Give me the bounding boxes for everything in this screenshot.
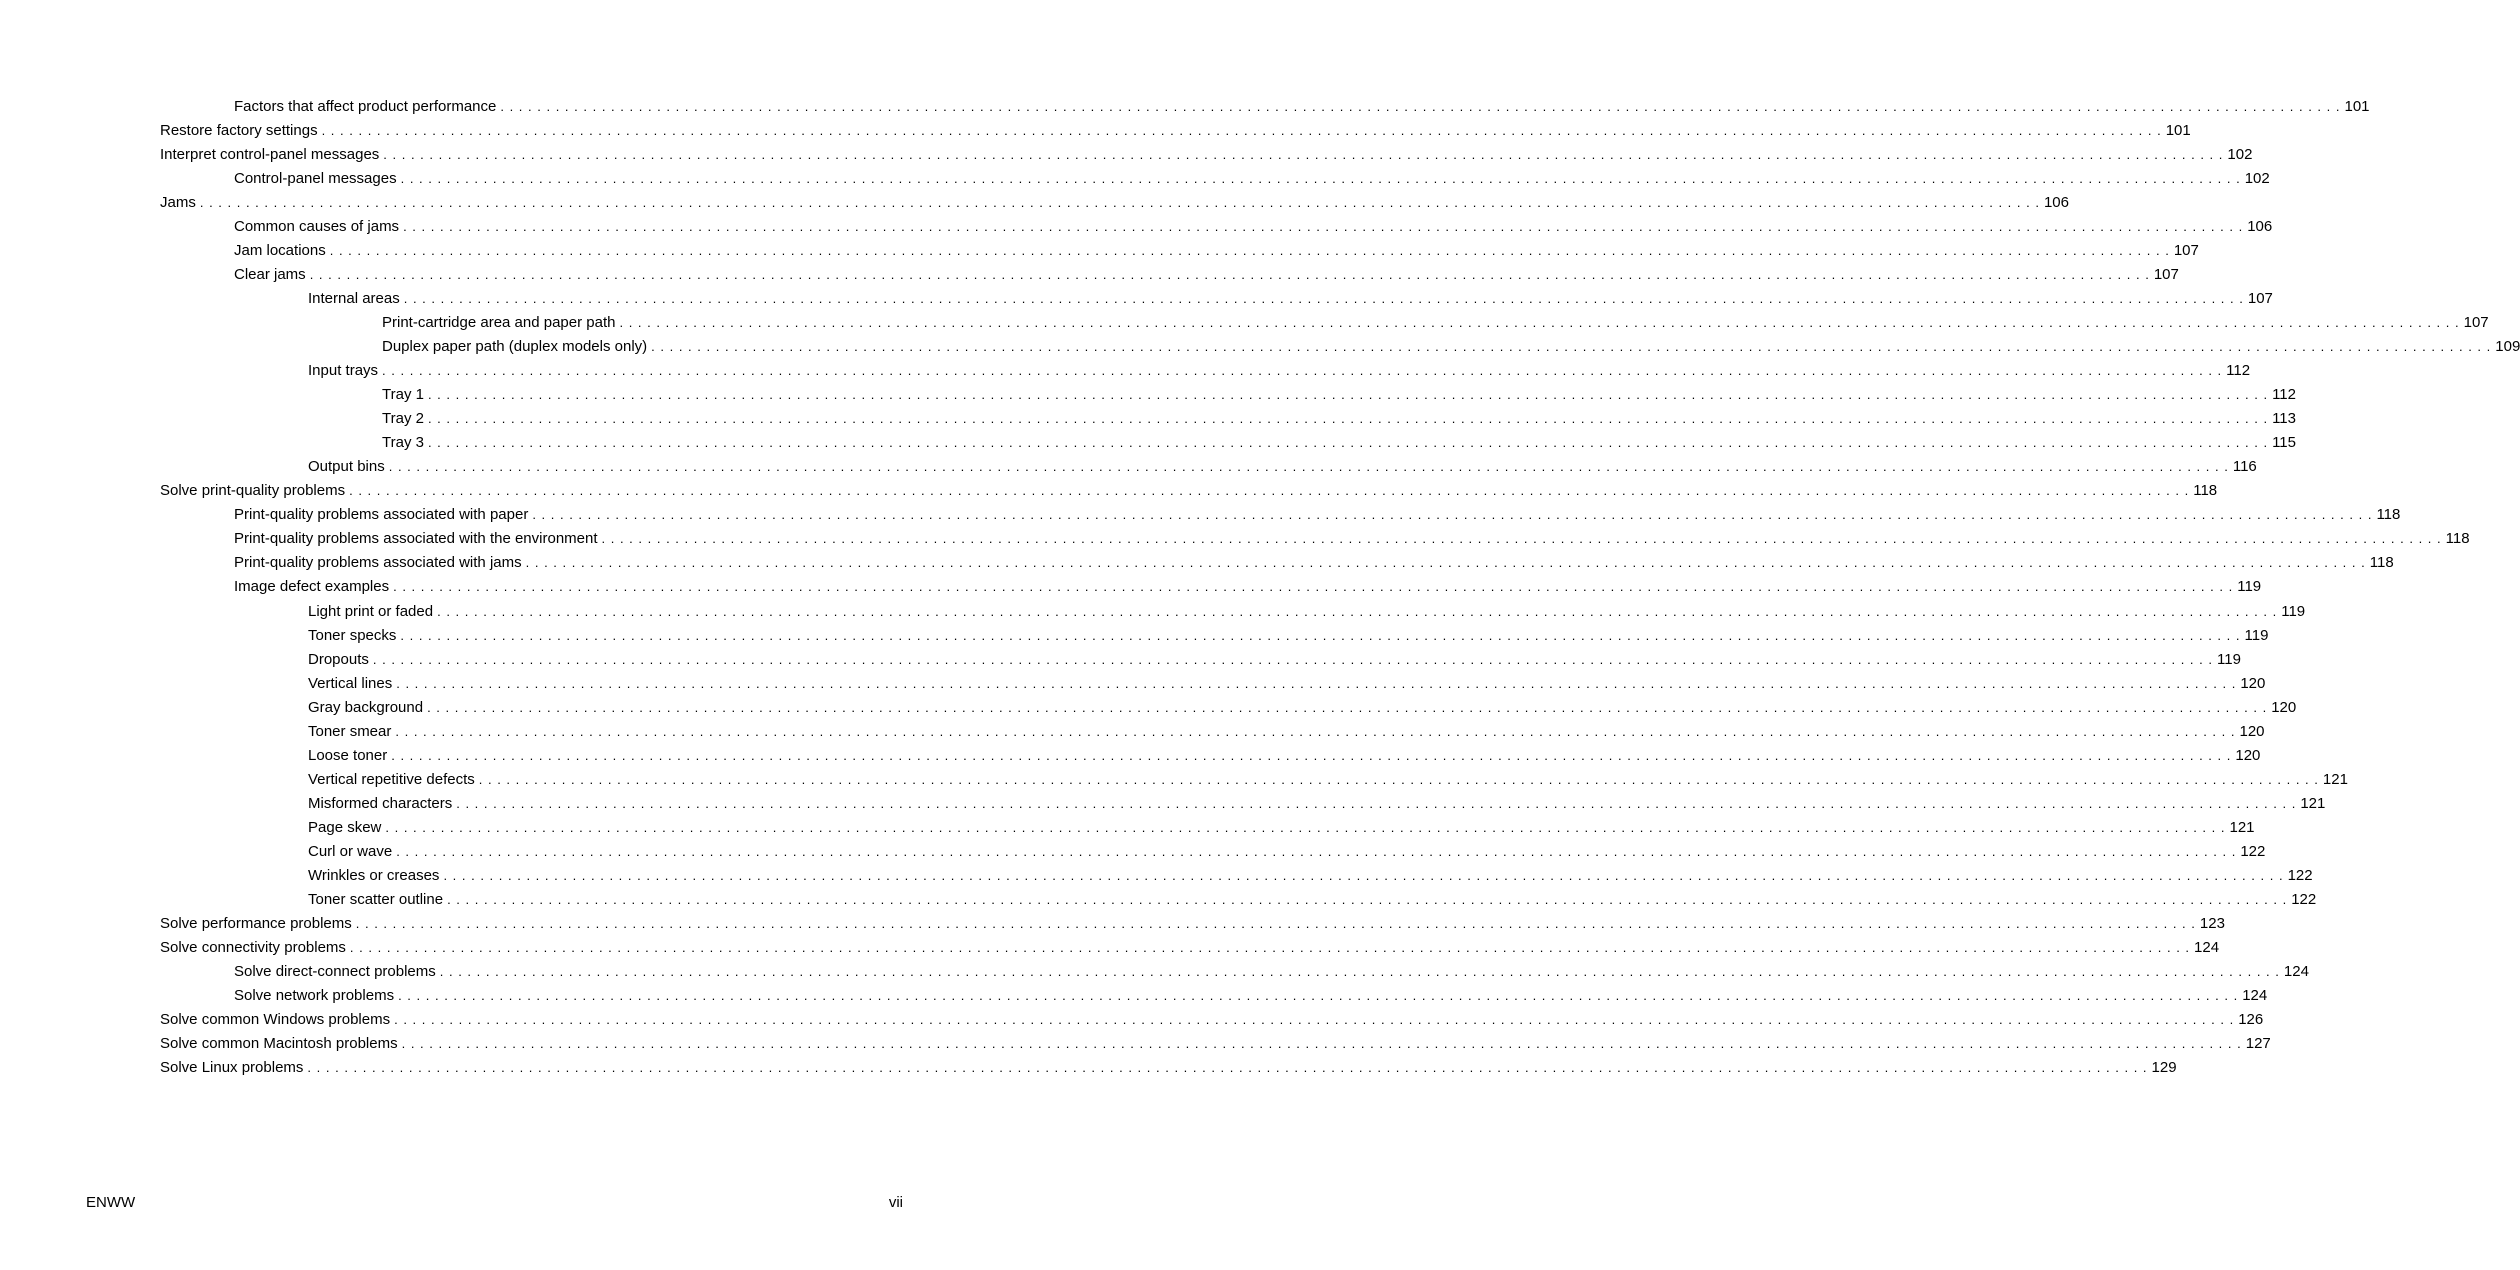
toc-entry-page: 116	[2232, 458, 2257, 476]
toc-entry[interactable]	[0, 334, 2520, 358]
toc-dot-leader: . . . . . . . . . . . . . . . . . . . . . . . . . . . . . . . . . . . . . . . . . . . . . . . . . . . . . . . . . . . . . . . . . . . . . . . . . . . . . . . . . . . . . . . . . . . . . . . . . . . . . . . . . . . . . . . . . . . . . . . . . . . . . . . . . . . . . . . . . . . . . . . . . . . . . . . . . . . . . . . . . . . . . . . . . . . . . . . . . . . . . . . . . . . . . . . . . . . . . . . .	[329, 242, 2170, 258]
toc-entry-page: 121	[2229, 818, 2255, 836]
toc-entry-page: 115	[2272, 434, 2296, 452]
toc-entry-title: Restore factory settings	[160, 121, 318, 139]
toc-entry[interactable]	[0, 383, 2296, 407]
toc-dot-leader: . . . . . . . . . . . . . . . . . . . . . . . . . . . . . . . . . . . . . . . . . . . . . . . . . . . . . . . . . . . . . . . . . . . . . . . . . . . . . . . . . . . . . . . . . . . . . . . . . . . . . . . . . . . . . . . . . . . . . . . . . . . . . . . . . . . . . . . . . . . . . . . . . . . . . . . . . . . . . . . . . . . . . . . . . . . . . . . . . . . . . . . . . . . . . . . . . . . . . . . .	[427, 699, 2268, 715]
toc-entry[interactable]	[0, 527, 2470, 551]
toc-entry[interactable]	[0, 888, 2317, 912]
toc-dot-leader: . . . . . . . . . . . . . . . . . . . . . . . . . . . . . . . . . . . . . . . . . . . . . . . . . . . . . . . . . . . . . . . . . . . . . . . . . . . . . . . . . . . . . . . . . . . . . . . . . . . . . . . . . . . . . . . . . . . . . . . . . . . . . . . . . . . . . . . . . . . . . . . . . . . . . . . . . . . . . . . . . . . . . . . . . . . . . . . . . . . . . . . . . . . . . . . . . . . . . . . .	[478, 771, 2319, 787]
toc-dot-leader: . . . . . . . . . . . . . . . . . . . . . . . . . . . . . . . . . . . . . . . . . . . . . . . . . . . . . . . . . . . . . . . . . . . . . . . . . . . . . . . . . . . . . . . . . . . . . . . . . . . . . . . . . . . . . . . . . . . . . . . . . . . . . . . . . . . . . . . . . . . . . . . . . . . . . . . . . . . . . . . . . . . . . . . . . . . . . . . . . . . . . . . . . . . . . . . . . . . . . . . .	[400, 170, 2241, 186]
toc-entry[interactable]	[0, 815, 2255, 839]
toc-dot-leader: . . . . . . . . . . . . . . . . . . . . . . . . . . . . . . . . . . . . . . . . . . . . . . . . . . . . . . . . . . . . . . . . . . . . . . . . . . . . . . . . . . . . . . . . . . . . . . . . . . . . . . . . . . . . . . . . . . . . . . . . . . . . . . . . . . . . . . . . . . . . . . . . . . . . . . . . . . . . . . . . . . . . . . . . . . . . . . . . . . . . . . . . . . . . . . . . . . . . . . . .	[403, 290, 2244, 306]
toc-entry-title: Toner smear	[308, 722, 392, 740]
toc-entry-page: 118	[2445, 530, 2470, 548]
toc-entry-title: Factors that affect product performance	[234, 97, 497, 115]
toc-entry-page: 102	[2227, 145, 2253, 163]
toc-entry[interactable]	[0, 719, 2265, 743]
toc-entry[interactable]	[0, 479, 2218, 503]
toc-entry-title: Control-panel messages	[234, 169, 397, 187]
toc-entry[interactable]	[0, 142, 2253, 166]
toc-entry-page: 120	[2239, 722, 2265, 740]
toc-entry-title: Interpret control-panel messages	[160, 145, 380, 163]
toc-entry[interactable]	[0, 767, 2348, 791]
toc-entry[interactable]	[0, 190, 2069, 214]
toc-entry-page: 122	[2240, 842, 2266, 860]
toc-entry[interactable]	[0, 839, 2266, 863]
toc-entry[interactable]	[0, 551, 2394, 575]
toc-entry-page: 120	[2235, 746, 2261, 764]
toc-entry-title: Tray 2	[382, 410, 424, 428]
toc-entry-page: 119	[2281, 602, 2306, 620]
toc-entry-page: 127	[2245, 1035, 2271, 1053]
toc-entry[interactable]	[0, 503, 2401, 527]
toc-entry-title: Solve print-quality problems	[160, 482, 346, 500]
toc-dot-leader: . . . . . . . . . . . . . . . . . . . . . . . . . . . . . . . . . . . . . . . . . . . . . . . . . . . . . . . . . . . . . . . . . . . . . . . . . . . . . . . . . . . . . . . . . . . . . . . . . . . . . . . . . . . . . . . . . . . . . . . . . . . . . . . . . . . . . . . . . . . . . . . . . . . . . . . . . . . . . . . . . . . . . . . . . . . . . . . . . . . . . . . . . . . . . . . . . . . . . . . .	[395, 723, 2236, 739]
toc-entry-page: 118	[2369, 554, 2394, 572]
toc-entry-page: 109	[2495, 337, 2520, 355]
toc-dot-leader: . . . . . . . . . . . . . . . . . . . . . . . . . . . . . . . . . . . . . . . . . . . . . . . . . . . . . . . . . . . . . . . . . . . . . . . . . . . . . . . . . . . . . . . . . . . . . . . . . . . . . . . . . . . . . . . . . . . . . . . . . . . . . . . . . . . . . . . . . . . . . . . . . . . . . . . . . . . . . . . . . . . . . . . . . . . . . . . . . . . . . . . . . . . . . . . . . . . . . . . .	[427, 411, 2269, 427]
toc-entry[interactable]	[0, 936, 2220, 960]
toc-dot-leader: . . . . . . . . . . . . . . . . . . . . . . . . . . . . . . . . . . . . . . . . . . . . . . . . . . . . . . . . . . . . . . . . . . . . . . . . . . . . . . . . . . . . . . . . . . . . . . . . . . . . . . . . . . . . . . . . . . . . . . . . . . . . . . . . . . . . . . . . . . . . . . . . . . . . . . . . . . . . . . . . . . . . . . . . . . . . . . . . . . . . . . . . . . . . . . . . . . . . . . . .	[437, 603, 2278, 619]
toc-entry-title: Output bins	[308, 458, 385, 476]
toc-dot-leader: . . . . . . . . . . . . . . . . . . . . . . . . . . . . . . . . . . . . . . . . . . . . . . . . . . . . . . . . . . . . . . . . . . . . . . . . . . . . . . . . . . . . . . . . . . . . . . . . . . . . . . . . . . . . . . . . . . . . . . . . . . . . . . . . . . . . . . . . . . . . . . . . . . . . . . . . . . . . . . . . . . . . . . . . . . . . . . . . . . . . . . . . . . . . . . . . . . . . . . . .	[525, 555, 2366, 571]
toc-entry-page: 126	[2238, 1011, 2264, 1029]
toc-entry-page: 121	[2322, 770, 2348, 788]
toc-entry-page: 107	[2247, 289, 2273, 307]
toc-dot-leader: . . . . . . . . . . . . . . . . . . . . . . . . . . . . . . . . . . . . . . . . . . . . . . . . . . . . . . . . . . . . . . . . . . . . . . . . . . . . . . . . . . . . . . . . . . . . . . . . . . . . . . . . . . . . . . . . . . . . . . . . . . . . . . . . . . . . . . . . . . . . . . . . . . . . . . . . . . . . . . . . . . . . . . . . . . . . . . . . . . . . . . . . . . . . . . . . . . . . . . . .	[398, 988, 2239, 1004]
toc-entry[interactable]	[0, 647, 2241, 671]
toc-dot-leader: . . . . . . . . . . . . . . . . . . . . . . . . . . . . . . . . . . . . . . . . . . . . . . . . . . . . . . . . . . . . . . . . . . . . . . . . . . . . . . . . . . . . . . . . . . . . . . . . . . . . . . . . . . . . . . . . . . . . . . . . . . . . . . . . . . . . . . . . . . . . . . . . . . . . . . . . . . . . . . . . . . . . . . . . . . . . . . . . . . . . . . . . . . . . . . . . . . . . . . . .	[443, 868, 2284, 884]
toc-entry-page: 129	[2151, 1059, 2177, 1077]
toc-dot-leader: . . . . . . . . . . . . . . . . . . . . . . . . . . . . . . . . . . . . . . . . . . . . . . . . . . . . . . . . . . . . . . . . . . . . . . . . . . . . . . . . . . . . . . . . . . . . . . . . . . . . . . . . . . . . . . . . . . . . . . . . . . . . . . . . . . . . . . . . . . . . . . . . . . . . . . . . . . . . . . . . . . . . . . . . . . . . . . . . . . . . . . . . . . . . . . . . . . . . . . . .	[349, 940, 2191, 956]
toc-entry[interactable]	[0, 864, 2313, 888]
toc-entry[interactable]	[0, 671, 2266, 695]
toc-dot-leader: . . . . . . . . . . . . . . . . . . . . . . . . . . . . . . . . . . . . . . . . . . . . . . . . . . . . . . . . . . . . . . . . . . . . . . . . . . . . . . . . . . . . . . . . . . . . . . . . . . . . . . . . . . . . . . . . . . . . . . . . . . . . . . . . . . . . . . . . . . . . . . . . . . . . . . . . . . . . . . . . . . . . . . . . . . . . . . . . . . . . . . . . . . . . . . . . . . . . . . . .	[349, 483, 2190, 499]
toc-entry-title: Solve Linux problems	[160, 1059, 304, 1077]
toc-dot-leader: . . . . . . . . . . . . . . . . . . . . . . . . . . . . . . . . . . . . . . . . . . . . . . . . . . . . . . . . . . . . . . . . . . . . . . . . . . . . . . . . . . . . . . . . . . . . . . . . . . . . . . . . . . . . . . . . . . . . . . . . . . . . . . . . . . . . . . . . . . . . . . . . . . . . . . . . . . . . . . . . . . . . . . . . . . . . . . . . . . . . . . . . . . . . . . . . . . . . . . . .	[439, 964, 2280, 980]
toc-entry-title: Solve connectivity problems	[160, 939, 346, 957]
toc-entry[interactable]	[0, 166, 2270, 190]
toc-dot-leader: . . . . . . . . . . . . . . . . . . . . . . . . . . . . . . . . . . . . . . . . . . . . . . . . . . . . . . . . . . . . . . . . . . . . . . . . . . . . . . . . . . . . . . . . . . . . . . . . . . . . . . . . . . . . . . . . . . . . . . . . . . . . . . . . . . . . . . . . . . . . . . . . . . . . . . . . . . . . . . . . . . . . . . . . . . . . . . . . . . . . . . . . . . . . . . . . . . . . . . . .	[400, 627, 2241, 643]
toc-entry[interactable]	[0, 695, 2297, 719]
toc-entry[interactable]	[0, 575, 2262, 599]
toc-dot-leader: . . . . . . . . . . . . . . . . . . . . . . . . . . . . . . . . . . . . . . . . . . . . . . . . . . . . . . . . . . . . . . . . . . . . . . . . . . . . . . . . . . . . . . . . . . . . . . . . . . . . . . . . . . . . . . . . . . . . . . . . . . . . . . . . . . . . . . . . . . . . . . . . . . . . . . . . . . . . . . . . . . . . . . . . . . . . . . . . . . . . . . . . . . . . . . . . . . . . . . . .	[321, 122, 2162, 138]
toc-dot-leader: . . . . . . . . . . . . . . . . . . . . . . . . . . . . . . . . . . . . . . . . . . . . . . . . . . . . . . . . . . . . . . . . . . . . . . . . . . . . . . . . . . . . . . . . . . . . . . . . . . . . . . . . . . . . . . . . . . . . . . . . . . . . . . . . . . . . . . . . . . . . . . . . . . . . . . . . . . . . . . . . . . . . . . . . . . . . . . . . . . . . . . . . . . . . . . . . . . . . . . . .	[532, 507, 2373, 523]
toc-entry[interactable]	[0, 599, 2306, 623]
toc-entry-page: 119	[2244, 626, 2269, 644]
toc-entry-page: 119	[2237, 578, 2262, 596]
toc-entry[interactable]	[0, 310, 2489, 334]
toc-entry-page: 107	[2153, 265, 2179, 283]
toc-entry-page: 124	[2283, 963, 2309, 981]
toc-entry-title: Solve common Windows problems	[160, 1011, 391, 1029]
toc-entry[interactable]	[0, 118, 2191, 142]
toc-entry-title: Jam locations	[234, 241, 326, 259]
toc-entry-title: Print-quality problems associated with paper	[234, 506, 529, 524]
toc-entry-title: Internal areas	[308, 289, 400, 307]
toc-dot-leader: . . . . . . . . . . . . . . . . . . . . . . . . . . . . . . . . . . . . . . . . . . . . . . . . . . . . . . . . . . . . . . . . . . . . . . . . . . . . . . . . . . . . . . . . . . . . . . . . . . . . . . . . . . . . . . . . . . . . . . . . . . . . . . . . . . . . . . . . . . . . . . . . . . . . . . . . . . . . . . . . . . . . . . . . . . . . . . . . . . . . . . . . . . . . . . . . . . . . . . . .	[427, 435, 2269, 451]
toc-entry-page: 107	[2173, 241, 2199, 259]
toc-entry-title: Print-cartridge area and paper path	[382, 313, 616, 331]
toc-entry-title: Gray background	[308, 698, 424, 716]
toc-dot-leader: . . . . . . . . . . . . . . . . . . . . . . . . . . . . . . . . . . . . . . . . . . . . . . . . . . . . . . . . . . . . . . . . . . . . . . . . . . . . . . . . . . . . . . . . . . . . . . . . . . . . . . . . . . . . . . . . . . . . . . . . . . . . . . . . . . . . . . . . . . . . . . . . . . . . . . . . . . . . . . . . . . . . . . . . . . . . . . . . . . . . . . . . . . . . . . . . . . . . . . . .	[199, 194, 2040, 210]
toc-entry-title: Solve common Macintosh problems	[160, 1035, 398, 1053]
toc-dot-leader: . . . . . . . . . . . . . . . . . . . . . . . . . . . . . . . . . . . . . . . . . . . . . . . . . . . . . . . . . . . . . . . . . . . . . . . . . . . . . . . . . . . . . . . . . . . . . . . . . . . . . . . . . . . . . . . . . . . . . . . . . . . . . . . . . . . . . . . . . . . . . . . . . . . . . . . . . . . . . . . . . . . . . . . . . . . . . . . . . . . . . . . . . . . . . . . . . . . . . . . .	[393, 579, 2234, 595]
toc-entry-page: 107	[2463, 313, 2489, 331]
toc-entry[interactable]	[0, 431, 2296, 455]
toc-entry-title: Image defect examples	[234, 578, 390, 596]
toc-dot-leader: . . . . . . . . . . . . . . . . . . . . . . . . . . . . . . . . . . . . . . . . . . . . . . . . . . . . . . . . . . . . . . . . . . . . . . . . . . . . . . . . . . . . . . . . . . . . . . . . . . . . . . . . . . . . . . . . . . . . . . . . . . . . . . . . . . . . . . . . . . . . . . . . . . . . . . . . . . . . . . . . . . . . . . . . . . . . . . . . . . . . . . . . . . . . . . . . . . . . . . . .	[388, 459, 2229, 475]
toc-entry[interactable]	[0, 960, 2309, 984]
toc-entry-page: 101	[2344, 97, 2370, 115]
toc-dot-leader: . . . . . . . . . . . . . . . . . . . . . . . . . . . . . . . . . . . . . . . . . . . . . . . . . . . . . . . . . . . . . . . . . . . . . . . . . . . . . . . . . . . . . . . . . . . . . . . . . . . . . . . . . . . . . . . . . . . . . . . . . . . . . . . . . . . . . . . . . . . . . . . . . . . . . . . . . . . . . . . . . . . . . . . . . . . . . . . . . . . . . . . . . . . . . . . . . . . . . . . .	[307, 1060, 2148, 1076]
toc-dot-leader: . . . . . . . . . . . . . . . . . . . . . . . . . . . . . . . . . . . . . . . . . . . . . . . . . . . . . . . . . . . . . . . . . . . . . . . . . . . . . . . . . . . . . . . . . . . . . . . . . . . . . . . . . . . . . . . . . . . . . . . . . . . . . . . . . . . . . . . . . . . . . . . . . . . . . . . . . . . . . . . . . . . . . . . . . . . . . . . . . . . . . . . . . . . . . . . . . . . . . . . .	[382, 363, 2223, 379]
toc-entry-title: Jams	[160, 193, 196, 211]
toc-entry-page: 106	[2043, 193, 2069, 211]
toc-dot-leader: . . . . . . . . . . . . . . . . . . . . . . . . . . . . . . . . . . . . . . . . . . . . . . . . . . . . . . . . . . . . . . . . . . . . . . . . . . . . . . . . . . . . . . . . . . . . . . . . . . . . . . . . . . . . . . . . . . . . . . . . . . . . . . . . . . . . . . . . . . . . . . . . . . . . . . . . . . . . . . . . . . . . . . . . . . . . . . . . . . . . . . . . . . . . . . . . . . . . . . . .	[403, 218, 2244, 234]
toc-dot-leader: . . . . . . . . . . . . . . . . . . . . . . . . . . . . . . . . . . . . . . . . . . . . . . . . . . . . . . . . . . . . . . . . . . . . . . . . . . . . . . . . . . . . . . . . . . . . . . . . . . . . . . . . . . . . . . . . . . . . . . . . . . . . . . . . . . . . . . . . . . . . . . . . . . . . . . . . . . . . . . . . . . . . . . . . . . . . . . . . . . . . . . . . . . . . . . . . . . . . . . . .	[427, 387, 2269, 403]
toc-entry-title: Common causes of jams	[234, 217, 400, 235]
toc-entry-page: 120	[2240, 674, 2266, 692]
toc-entry[interactable]	[0, 262, 2179, 286]
table-of-contents	[0, 94, 2520, 1080]
toc-entry-title: Print-quality problems associated with jams	[234, 554, 522, 572]
toc-entry-title: Curl or wave	[308, 842, 393, 860]
toc-entry[interactable]	[0, 407, 2296, 431]
toc-dot-leader: . . . . . . . . . . . . . . . . . . . . . . . . . . . . . . . . . . . . . . . . . . . . . . . . . . . . . . . . . . . . . . . . . . . . . . . . . . . . . . . . . . . . . . . . . . . . . . . . . . . . . . . . . . . . . . . . . . . . . . . . . . . . . . . . . . . . . . . . . . . . . . . . . . . . . . . . . . . . . . . . . . . . . . . . . . . . . . . . . . . . . . . . . . . . . . . . . . . . . . . .	[601, 531, 2442, 547]
toc-entry[interactable]	[0, 1056, 2177, 1080]
toc-entry[interactable]	[0, 791, 2326, 815]
toc-entry-title: Clear jams	[234, 265, 306, 283]
toc-entry[interactable]	[0, 94, 2370, 118]
toc-entry-page: 123	[2199, 915, 2225, 933]
toc-entry-page: 118	[2193, 482, 2218, 500]
toc-entry-page: 106	[2247, 217, 2273, 235]
toc-dot-leader: . . . . . . . . . . . . . . . . . . . . . . . . . . . . . . . . . . . . . . . . . . . . . . . . . . . . . . . . . . . . . . . . . . . . . . . . . . . . . . . . . . . . . . . . . . . . . . . . . . . . . . . . . . . . . . . . . . . . . . . . . . . . . . . . . . . . . . . . . . . . . . . . . . . . . . . . . . . . . . . . . . . . . . . . . . . . . . . . . . . . . . . . . . . . . . . . . . . . . . . .	[309, 266, 2150, 282]
toc-dot-leader: . . . . . . . . . . . . . . . . . . . . . . . . . . . . . . . . . . . . . . . . . . . . . . . . . . . . . . . . . . . . . . . . . . . . . . . . . . . . . . . . . . . . . . . . . . . . . . . . . . . . . . . . . . . . . . . . . . . . . . . . . . . . . . . . . . . . . . . . . . . . . . . . . . . . . . . . . . . . . . . . . . . . . . . . . . . . . . . . . . . . . . . . . . . . . . . . . . . . . . . .	[391, 747, 2232, 763]
toc-dot-leader: . . . . . . . . . . . . . . . . . . . . . . . . . . . . . . . . . . . . . . . . . . . . . . . . . . . . . . . . . . . . . . . . . . . . . . . . . . . . . . . . . . . . . . . . . . . . . . . . . . . . . . . . . . . . . . . . . . . . . . . . . . . . . . . . . . . . . . . . . . . . . . . . . . . . . . . . . . . . . . . . . . . . . . . . . . . . . . . . . . . . . . . . . . . . . . . . . . . . . . . .	[651, 338, 2492, 354]
toc-entry-title: Page skew	[308, 818, 382, 836]
toc-dot-leader: . . . . . . . . . . . . . . . . . . . . . . . . . . . . . . . . . . . . . . . . . . . . . . . . . . . . . . . . . . . . . . . . . . . . . . . . . . . . . . . . . . . . . . . . . . . . . . . . . . . . . . . . . . . . . . . . . . . . . . . . . . . . . . . . . . . . . . . . . . . . . . . . . . . . . . . . . . . . . . . . . . . . . . . . . . . . . . . . . . . . . . . . . . . . . . . . . . . . . . . .	[456, 795, 2297, 811]
toc-entry-page: 124	[2194, 939, 2220, 957]
toc-entry-title: Tray 1	[382, 386, 424, 404]
toc-entry-title: Dropouts	[308, 650, 369, 668]
toc-entry-page: 122	[2287, 867, 2313, 885]
toc-dot-leader: . . . . . . . . . . . . . . . . . . . . . . . . . . . . . . . . . . . . . . . . . . . . . . . . . . . . . . . . . . . . . . . . . . . . . . . . . . . . . . . . . . . . . . . . . . . . . . . . . . . . . . . . . . . . . . . . . . . . . . . . . . . . . . . . . . . . . . . . . . . . . . . . . . . . . . . . . . . . . . . . . . . . . . . . . . . . . . . . . . . . . . . . . . . . . . . . . . . . . . . .	[355, 916, 2196, 932]
toc-dot-leader: . . . . . . . . . . . . . . . . . . . . . . . . . . . . . . . . . . . . . . . . . . . . . . . . . . . . . . . . . . . . . . . . . . . . . . . . . . . . . . . . . . . . . . . . . . . . . . . . . . . . . . . . . . . . . . . . . . . . . . . . . . . . . . . . . . . . . . . . . . . . . . . . . . . . . . . . . . . . . . . . . . . . . . . . . . . . . . . . . . . . . . . . . . . . . . . . . . . . . . . .	[385, 819, 2226, 835]
toc-entry-page: 124	[2242, 987, 2268, 1005]
toc-entry[interactable]	[0, 743, 2261, 767]
toc-entry[interactable]	[0, 286, 2273, 310]
footer-page-number: vii	[888, 1194, 903, 1211]
toc-dot-leader: . . . . . . . . . . . . . . . . . . . . . . . . . . . . . . . . . . . . . . . . . . . . . . . . . . . . . . . . . . . . . . . . . . . . . . . . . . . . . . . . . . . . . . . . . . . . . . . . . . . . . . . . . . . . . . . . . . . . . . . . . . . . . . . . . . . . . . . . . . . . . . . . . . . . . . . . . . . . . . . . . . . . . . . . . . . . . . . . . . . . . . . . . . . . . . . . . . . . . . . .	[383, 146, 2224, 162]
toc-dot-leader: . . . . . . . . . . . . . . . . . . . . . . . . . . . . . . . . . . . . . . . . . . . . . . . . . . . . . . . . . . . . . . . . . . . . . . . . . . . . . . . . . . . . . . . . . . . . . . . . . . . . . . . . . . . . . . . . . . . . . . . . . . . . . . . . . . . . . . . . . . . . . . . . . . . . . . . . . . . . . . . . . . . . . . . . . . . . . . . . . . . . . . . . . . . . . . . . . . . . . . . .	[500, 98, 2341, 114]
toc-entry[interactable]	[0, 623, 2269, 647]
toc-entry-title: Tray 3	[382, 434, 424, 452]
toc-entry[interactable]	[0, 214, 2273, 238]
toc-entry-title: Vertical lines	[308, 674, 393, 692]
toc-dot-leader: . . . . . . . . . . . . . . . . . . . . . . . . . . . . . . . . . . . . . . . . . . . . . . . . . . . . . . . . . . . . . . . . . . . . . . . . . . . . . . . . . . . . . . . . . . . . . . . . . . . . . . . . . . . . . . . . . . . . . . . . . . . . . . . . . . . . . . . . . . . . . . . . . . . . . . . . . . . . . . . . . . . . . . . . . . . . . . . . . . . . . . . . . . . . . . . . . . . . . . . .	[619, 314, 2460, 330]
toc-entry[interactable]	[0, 359, 2251, 383]
toc-entry-page: 112	[2272, 386, 2296, 404]
toc-entry-page: 102	[2244, 169, 2270, 187]
toc-entry[interactable]	[0, 455, 2257, 479]
toc-entry-title: Wrinkles or creases	[308, 867, 440, 885]
toc-dot-leader: . . . . . . . . . . . . . . . . . . . . . . . . . . . . . . . . . . . . . . . . . . . . . . . . . . . . . . . . . . . . . . . . . . . . . . . . . . . . . . . . . . . . . . . . . . . . . . . . . . . . . . . . . . . . . . . . . . . . . . . . . . . . . . . . . . . . . . . . . . . . . . . . . . . . . . . . . . . . . . . . . . . . . . . . . . . . . . . . . . . . . . . . . . . . . . . . . . . . . . . .	[396, 843, 2237, 859]
toc-entry-title: Loose toner	[308, 746, 388, 764]
toc-entry[interactable]	[0, 238, 2199, 262]
toc-dot-leader: . . . . . . . . . . . . . . . . . . . . . . . . . . . . . . . . . . . . . . . . . . . . . . . . . . . . . . . . . . . . . . . . . . . . . . . . . . . . . . . . . . . . . . . . . . . . . . . . . . . . . . . . . . . . . . . . . . . . . . . . . . . . . . . . . . . . . . . . . . . . . . . . . . . . . . . . . . . . . . . . . . . . . . . . . . . . . . . . . . . . . . . . . . . . . . . . . . . . . . . .	[401, 1036, 2242, 1052]
footer-left-label: ENWW	[86, 1194, 136, 1211]
toc-entry[interactable]	[0, 1008, 2264, 1032]
toc-entry[interactable]	[0, 1032, 2271, 1056]
toc-entry-title: Toner specks	[308, 626, 397, 644]
toc-entry-title: Solve performance problems	[160, 915, 352, 933]
toc-entry-title: Input trays	[308, 362, 379, 380]
toc-dot-leader: . . . . . . . . . . . . . . . . . . . . . . . . . . . . . . . . . . . . . . . . . . . . . . . . . . . . . . . . . . . . . . . . . . . . . . . . . . . . . . . . . . . . . . . . . . . . . . . . . . . . . . . . . . . . . . . . . . . . . . . . . . . . . . . . . . . . . . . . . . . . . . . . . . . . . . . . . . . . . . . . . . . . . . . . . . . . . . . . . . . . . . . . . . . . . . . . . . . . . . . .	[447, 892, 2288, 908]
toc-entry-page: 121	[2300, 794, 2326, 812]
toc-entry-title: Solve direct-connect problems	[234, 963, 436, 981]
toc-entry-title: Duplex paper path (duplex models only)	[382, 337, 648, 355]
toc-entry-page: 118	[2376, 506, 2401, 524]
toc-entry-title: Toner scatter outline	[308, 891, 444, 909]
toc-entry[interactable]	[0, 912, 2225, 936]
toc-entry-title: Misformed characters	[308, 794, 453, 812]
toc-entry-page: 112	[2226, 362, 2251, 380]
toc-dot-leader: . . . . . . . . . . . . . . . . . . . . . . . . . . . . . . . . . . . . . . . . . . . . . . . . . . . . . . . . . . . . . . . . . . . . . . . . . . . . . . . . . . . . . . . . . . . . . . . . . . . . . . . . . . . . . . . . . . . . . . . . . . . . . . . . . . . . . . . . . . . . . . . . . . . . . . . . . . . . . . . . . . . . . . . . . . . . . . . . . . . . . . . . . . . . . . . . . . . . . . . .	[394, 1012, 2235, 1028]
toc-entry-page: 101	[2165, 121, 2191, 139]
toc-entry-page: 119	[2217, 650, 2241, 668]
toc-entry-page: 113	[2272, 410, 2296, 428]
toc-entry-title: Print-quality problems associated with the environment	[234, 530, 598, 548]
toc-entry-title: Solve network problems	[234, 987, 395, 1005]
toc-entry-title: Light print or faded	[308, 602, 434, 620]
toc-entry[interactable]	[0, 984, 2268, 1008]
toc-entry-title: Vertical repetitive defects	[308, 770, 475, 788]
toc-entry-page: 120	[2271, 698, 2297, 716]
toc-entry-page: 122	[2291, 891, 2317, 909]
toc-dot-leader: . . . . . . . . . . . . . . . . . . . . . . . . . . . . . . . . . . . . . . . . . . . . . . . . . . . . . . . . . . . . . . . . . . . . . . . . . . . . . . . . . . . . . . . . . . . . . . . . . . . . . . . . . . . . . . . . . . . . . . . . . . . . . . . . . . . . . . . . . . . . . . . . . . . . . . . . . . . . . . . . . . . . . . . . . . . . . . . . . . . . . . . . . . . . . . . . . . . . . . . .	[372, 651, 2213, 667]
toc-dot-leader: . . . . . . . . . . . . . . . . . . . . . . . . . . . . . . . . . . . . . . . . . . . . . . . . . . . . . . . . . . . . . . . . . . . . . . . . . . . . . . . . . . . . . . . . . . . . . . . . . . . . . . . . . . . . . . . . . . . . . . . . . . . . . . . . . . . . . . . . . . . . . . . . . . . . . . . . . . . . . . . . . . . . . . . . . . . . . . . . . . . . . . . . . . . . . . . . . . . . . . . .	[396, 675, 2237, 691]
